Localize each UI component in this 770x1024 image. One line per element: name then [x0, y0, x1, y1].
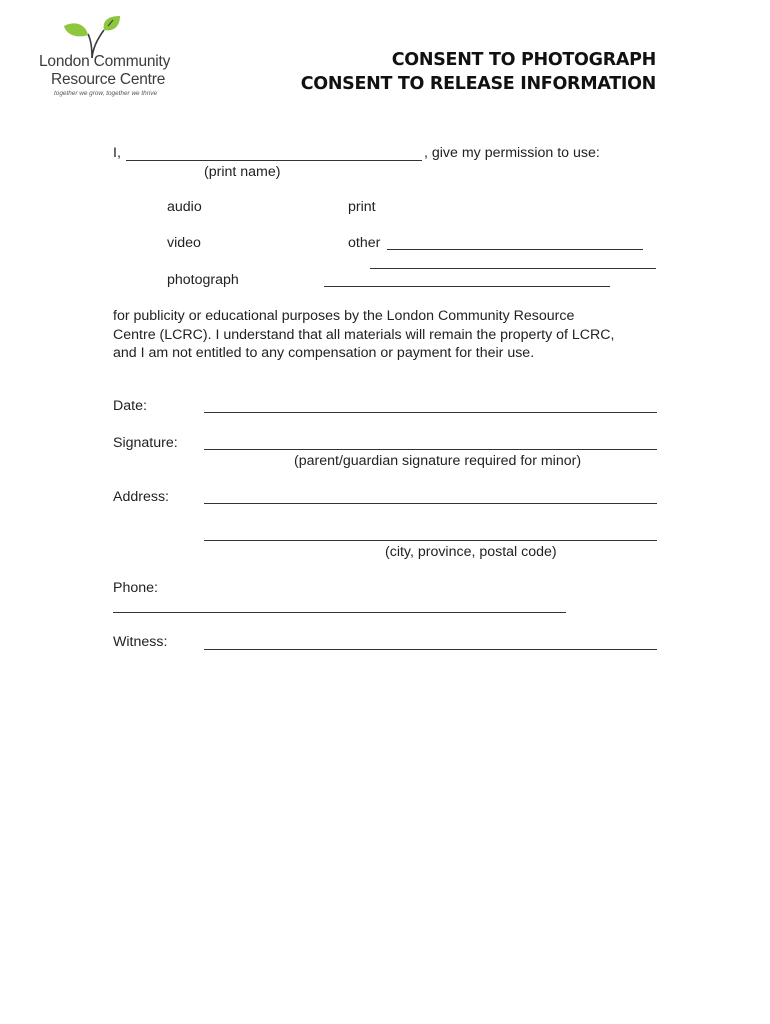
address-line-2[interactable]	[204, 540, 657, 541]
option-video[interactable]: video	[167, 235, 201, 251]
address-label: Address:	[113, 489, 169, 505]
signature-hint: (parent/guardian signature required for minor)	[294, 453, 582, 469]
witness-label: Witness:	[113, 634, 168, 650]
lcrc-logo	[36, 14, 196, 100]
logo-name-line1: London Community	[39, 53, 171, 70]
logo-tagline: together we grow, together we thrive	[54, 90, 158, 97]
witness-line[interactable]	[204, 649, 657, 650]
phone-line[interactable]	[113, 612, 566, 613]
intro-prefix: I,	[113, 145, 121, 161]
logo-name-line2: Resource Centre	[51, 71, 166, 88]
option-other[interactable]: other	[348, 235, 381, 251]
date-label: Date:	[113, 398, 147, 414]
signature-line[interactable]	[204, 449, 657, 450]
form-title-line2: CONSENT TO RELEASE INFORMATION	[300, 74, 656, 94]
purpose-line-2: Centre (LCRC). I understand that all materials will remain the property of LCRC,	[113, 327, 615, 343]
print-name-line[interactable]	[126, 160, 422, 161]
intro-suffix: , give my permission to use:	[424, 145, 600, 161]
photograph-line[interactable]	[324, 286, 610, 287]
phone-label: Phone:	[113, 580, 158, 596]
option-photograph[interactable]: photograph	[167, 272, 239, 288]
signature-label: Signature:	[113, 435, 178, 451]
address-line-1[interactable]	[204, 503, 657, 504]
option-print[interactable]: print	[348, 199, 376, 215]
purpose-line-1: for publicity or educational purposes by the London Community Resource	[113, 308, 575, 324]
other-line-1[interactable]	[387, 249, 643, 250]
address-hint: (city, province, postal code)	[385, 544, 557, 560]
other-line-2[interactable]	[370, 268, 656, 269]
form-title-line1: CONSENT TO PHOTOGRAPH	[391, 50, 656, 70]
print-name-hint: (print name)	[204, 164, 281, 180]
purpose-line-3: and I am not entitled to any compensation or payment for their use.	[113, 345, 535, 361]
option-audio[interactable]: audio	[167, 199, 202, 215]
date-line[interactable]	[204, 412, 657, 413]
